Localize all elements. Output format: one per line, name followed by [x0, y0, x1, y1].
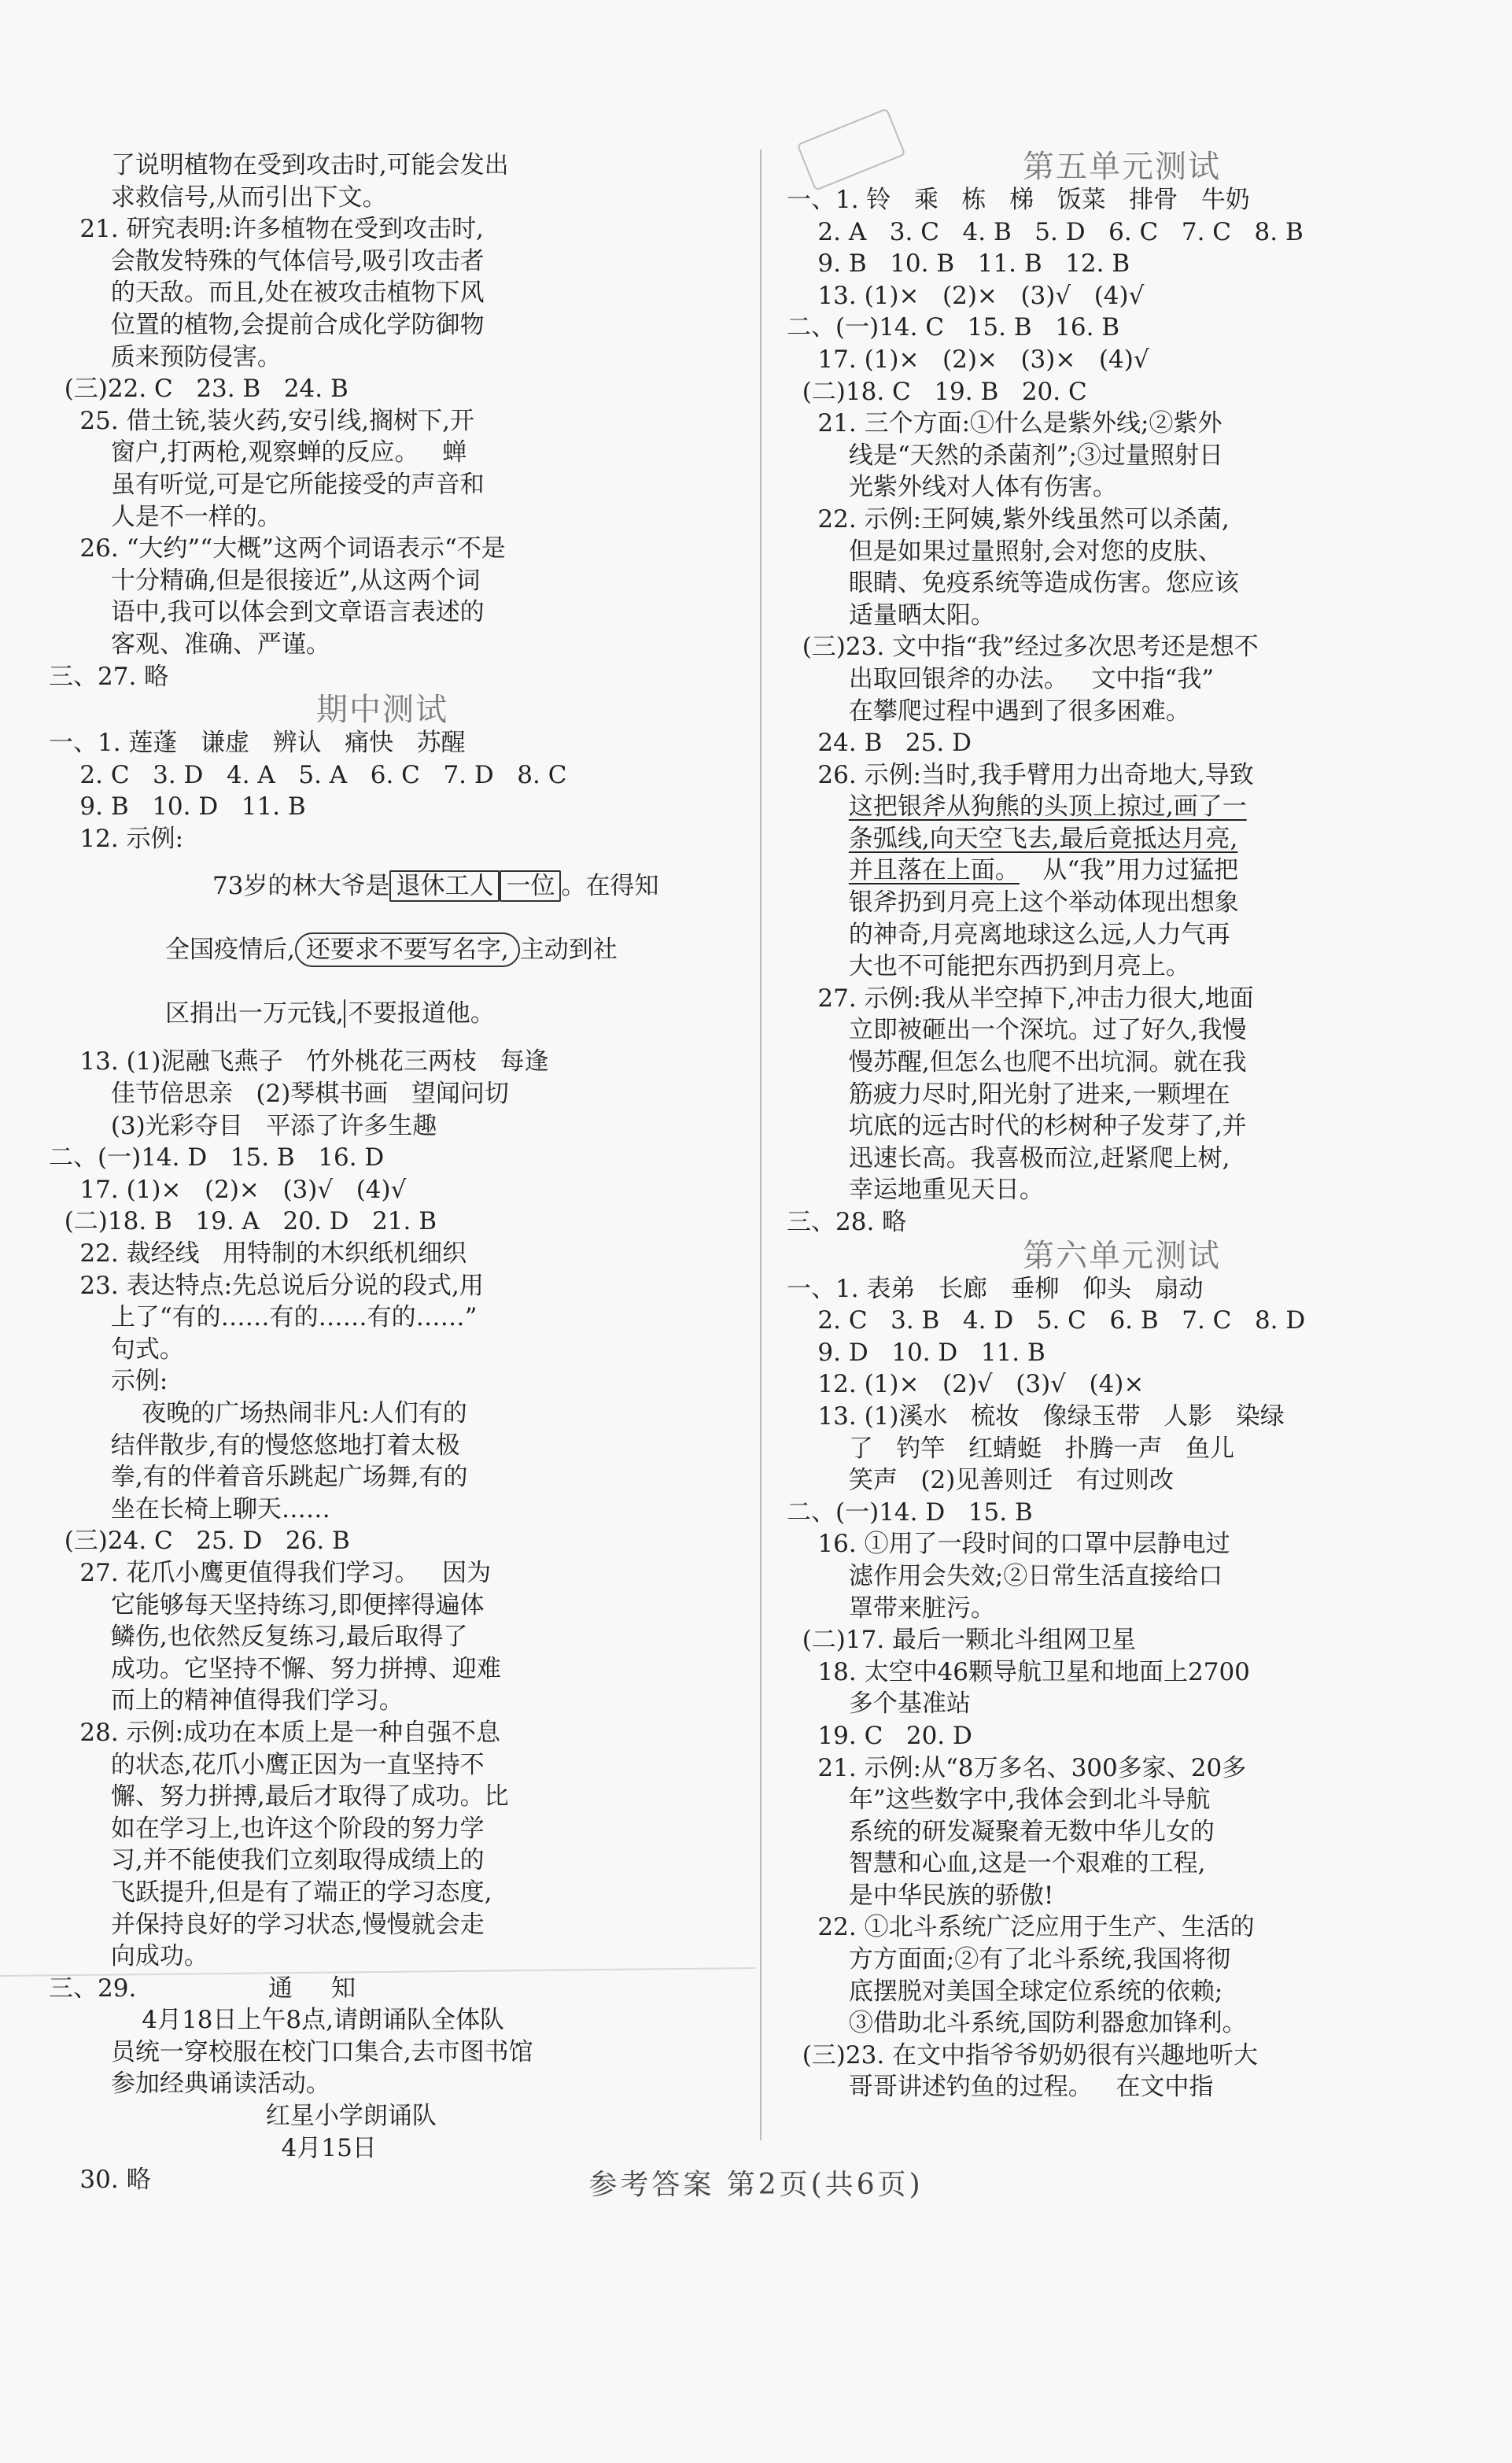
answer-line: 鳞伤,也依然反复练习,最后取得了 — [49, 1623, 468, 1652]
answer-line: 18. 太空中46颗导航卫星和地面上2700 — [787, 1657, 1250, 1686]
answer-line: 而上的精神值得我们学习。 — [49, 1686, 404, 1715]
unit5-title: 第五单元测试 — [1023, 149, 1221, 185]
q26-line-4: 并且落在上面。 从“我”用力过猛把 — [848, 856, 1239, 885]
answer-line: 21. 三个方面:①什么是紫外线;②紫外 — [787, 409, 1223, 438]
answer-line: 的天敌。而且,处在被攻击植物下风 — [49, 279, 485, 308]
answer-line: 坐在长椅上聊天…… — [49, 1494, 330, 1523]
answer-line: 13. (1)× (2)× (3)√ (4)√ — [787, 281, 1145, 310]
answer-line: 9. B 10. B 11. B 12. B — [787, 249, 1130, 279]
answer-line: 客观、准确、严谨。 — [49, 630, 330, 659]
answer-line: 27. 花爪小鹰更值得我们学习。 因为 — [49, 1558, 492, 1587]
answer-line: 成功。它坚持不懈、努力拼搏、迎难 — [49, 1654, 501, 1683]
answer-line: 人是不一样的。 — [49, 502, 282, 531]
answer-line: 笑声 (2)见善则迁 有过则改 — [787, 1466, 1174, 1495]
answer-line: 如在学习上,也许这个阶段的努力学 — [49, 1814, 485, 1843]
unit6-answers — [787, 1273, 1471, 2103]
answer-line: 向成功。 — [49, 1942, 208, 1971]
answer-line: (三)24. C 25. D 26. B — [49, 1527, 350, 1556]
answer-line: 窗户,打两枪,观察蝉的反应。 蝉 — [49, 438, 467, 467]
answer-line: 在攀爬过程中遇到了很多困难。 — [787, 696, 1190, 726]
answer-line: 9. D 10. D 11. B — [787, 1338, 1045, 1367]
answer-line: 21. 研究表明:许多植物在受到攻击时, — [49, 215, 484, 244]
answer-line: 员统一穿校服在校门口集合,去市图书馆 — [49, 2037, 533, 2066]
answer-line: 了 钓竿 红蜻蜓 扑腾一声 鱼儿 — [787, 1434, 1235, 1463]
q26-line-2: 这把银斧从狗熊的头顶上掠过,画了一 — [848, 792, 1247, 822]
answer-line: 2. C 3. B 4. D 5. C 6. B 7. C 8. D — [787, 1306, 1306, 1335]
answer-line: 系统的研发凝聚着无数中华儿女的 — [787, 1817, 1215, 1846]
answer-line: 参加经典诵读活动。 — [49, 2070, 330, 2099]
answer-line: 拳,有的伴着音乐跳起广场舞,有的 — [49, 1463, 468, 1492]
answer-line: 一、1. 铃 乘 栋 梯 饭菜 排骨 牛奶 — [787, 186, 1250, 214]
answer-line: 句式。 — [49, 1335, 184, 1364]
answer-line: 12. (1)× (2)√ (3)√ (4)× — [787, 1370, 1145, 1399]
answer-line: 方方面面;②有了北斗系统,我国将彻 — [787, 1945, 1231, 1974]
answer-line: 三、28. 略 — [787, 1208, 907, 1236]
answer-line: 多个基准站 — [787, 1689, 971, 1719]
answer-line: 三、27. 略 — [49, 662, 169, 691]
answer-line: (三)23. 文中指“我”经过多次思考还是想不 — [787, 633, 1259, 662]
answer-line: 哥哥讲述钓鱼的过程。 在文中指 — [787, 2073, 1214, 2102]
column-divider — [760, 150, 762, 2140]
answer-line: (二)17. 最后一颗北斗组网卫星 — [787, 1626, 1137, 1655]
answer-line: 24. B 25. D — [787, 729, 972, 758]
answer-line: (三)23. 在文中指爷爷奶奶很有兴趣地听大 — [787, 2040, 1259, 2070]
answer-line: 底摆脱对美国全球定位系统的依赖; — [787, 1977, 1223, 2006]
answer-line: 质来预防侵害。 — [49, 342, 282, 371]
answer-line: 26. “大约”“大概”这两个词语表示“不是 — [49, 534, 506, 563]
answer-line: 23. 表达特点:先总说后分说的段式,用 — [49, 1271, 484, 1300]
answer-line: 30. 略 — [49, 2166, 151, 2195]
unit5-answers — [787, 184, 1471, 759]
answer-line: 4月15日 — [49, 2133, 377, 2162]
answer-line: 22. 示例:王阿姨,紫外线虽然可以杀菌, — [787, 504, 1230, 534]
answer-line: 大也不可能把东西扔到月亮上。 — [787, 952, 1190, 981]
answer-line: 结伴散步,有的慢悠悠地打着太极 — [49, 1431, 460, 1460]
unit6-title: 第六单元测试 — [1023, 1237, 1221, 1274]
midterm-title: 期中测试 — [316, 692, 448, 729]
example-line-3: 区捐出一万元钱, 不要报道他。 — [165, 999, 495, 1028]
answer-line: 出取回银斧的办法。 文中指“我” — [787, 664, 1215, 693]
answer-line: 罩带来脏污。 — [787, 1593, 995, 1623]
answer-line: 三、29. 通 知 — [49, 1974, 356, 2003]
answer-line: 17. (1)× (2)× (3)√ (4)√ — [49, 1175, 407, 1204]
right-column — [787, 150, 1471, 2103]
midterm-part-b — [49, 1046, 730, 2195]
answer-line: 示例: — [49, 1367, 168, 1396]
answer-line: 线是“天然的杀菌剂”;③过量照射日 — [787, 441, 1223, 470]
answer-line: 银斧扔到月亮上这个举动体现出想象 — [787, 888, 1239, 918]
example-line-1: 73岁的林大爷是 退休工人 一位 。在得知 — [212, 872, 659, 901]
page-footer: 参考答案 第2页(共6页) — [588, 2169, 924, 2201]
answer-line: 25. 借土铳,装火药,安引线,搁树下,开 — [49, 406, 474, 435]
answer-line: 13. (1)溪水 梳妆 像绿玉带 人影 染绿 — [787, 1401, 1285, 1431]
answer-line: 红星小学朗诵队 — [49, 2102, 437, 2131]
answer-line: 4月18日上午8点,请朗诵队全体队 — [49, 2006, 504, 2035]
answer-line: 它能够每天坚持练习,即便摔得遍体 — [49, 1590, 485, 1619]
q26-line-1: 26. 示例:当时,我手臂用力出奇地大,导致 — [787, 760, 1254, 789]
answer-line: 9. B 10. D 11. B — [49, 792, 306, 822]
answer-line: 27. 示例:我从半空掉下,冲击力很大,地面 — [787, 984, 1254, 1013]
answer-line: 滤作用会失效;②日常生活直接给口 — [787, 1561, 1223, 1590]
unit5-answers-continued — [787, 887, 1471, 1239]
answer-line: 并保持良好的学习状态,慢慢就会走 — [49, 1910, 485, 1939]
midterm-part-a — [49, 727, 730, 855]
answer-line: 适量晒太阳。 — [787, 600, 995, 630]
answer-line: 迅速长高。我喜极而泣,赶紧爬上树, — [787, 1143, 1230, 1172]
example-line-2: 全国疫情后, 还要求不要写名字, 主动到社 — [165, 918, 730, 982]
answer-line: (3)光彩夺目 平添了许多生趣 — [49, 1111, 437, 1140]
answer-line: ③借助北斗系统,国防利器愈加锋利。 — [787, 2009, 1247, 2038]
answer-line: 17. (1)× (2)× (3)× (4)√ — [787, 345, 1149, 374]
answer-line: 虽有听觉,可是它所能接受的声音和 — [49, 470, 485, 499]
answer-line: 但是如果过量照射,会对您的皮肤、 — [787, 537, 1223, 566]
answer-line: 夜晚的广场热闹非凡:人们有的 — [49, 1399, 467, 1427]
answer-line: 二、(一)14. D 15. B 16. D — [49, 1143, 385, 1172]
answer-line: 懈、努力拼搏,最后才取得了成功。比 — [49, 1782, 509, 1811]
answer-line: 12. 示例: — [49, 824, 184, 853]
answer-line: 21. 示例:从“8万多名、300多家、20多 — [787, 1753, 1247, 1782]
answer-line: 十分精确,但是很接近”,从这两个词 — [49, 566, 481, 595]
answer-line: 13. (1)泥融飞燕子 竹外桃花三两枝 每逢 — [49, 1047, 549, 1076]
answer-line: 慢苏醒,但怎么也爬不出坑洞。就在我 — [787, 1048, 1247, 1077]
answer-line: (二)18. B 19. A 20. D 21. B — [49, 1207, 437, 1236]
q26-line-3: 条弧线,向天空飞去,最后竟抵达月亮, — [848, 824, 1238, 853]
answer-line: 一、1. 表弟 长廊 垂柳 仰头 扇动 — [787, 1274, 1204, 1303]
answer-line: 坑底的远古时代的杉树种子发芽了,并 — [787, 1112, 1247, 1141]
answer-line: 上了“有的……有的……有的……” — [49, 1303, 478, 1332]
answer-line: 语中,我可以体会到文章语言表述的 — [49, 598, 485, 627]
answer-line: 位置的植物,会提前合成化学防御物 — [49, 310, 485, 339]
answer-line: 22. ①北斗系统广泛应用于生产、生活的 — [787, 1913, 1255, 1942]
answer-line: 立即被砸出一个深坑。过了好久,我慢 — [787, 1016, 1247, 1045]
left-column — [49, 150, 730, 2196]
answer-line: 二、(一)14. D 15. B — [787, 1497, 1033, 1527]
answer-line: 飞跃提升,但是有了端正的学习态度, — [49, 1878, 492, 1907]
answer-line: 28. 示例:成功在本质上是一种自强不息 — [49, 1718, 501, 1747]
answer-line: 22. 裁经线 用特制的木织纸机细织 — [49, 1239, 467, 1268]
answer-line: 光紫外线对人体有伤害。 — [787, 473, 1117, 502]
answer-line: 年”这些数字中,我体会到北斗导航 — [787, 1785, 1211, 1815]
answer-line: 19. C 20. D — [787, 1721, 972, 1750]
answer-line: 一、1. 莲蓬 谦虚 辨认 痛快 苏醒 — [49, 729, 466, 758]
answer-line: 幸运地重见天日。 — [787, 1176, 1044, 1205]
answer-line: 智慧和心血,这是一个艰难的工程, — [787, 1849, 1206, 1878]
answer-line: 2. C 3. D 4. A 5. A 6. C 7. D 8. C — [49, 760, 567, 789]
answer-line: (二)18. C 19. B 20. C — [787, 377, 1087, 406]
answer-line: 会散发特殊的气体信号,吸引攻击者 — [49, 246, 485, 275]
answer-line: 习,并不能使我们立刻取得成绩上的 — [49, 1846, 485, 1875]
answer-line: 求救信号,从而引出下文。 — [49, 183, 387, 212]
answer-line: 佳节倍思亲 (2)琴棋书画 望闻问切 — [49, 1080, 509, 1109]
answer-line: 的状态,花爪小鹰正因为一直坚持不 — [49, 1750, 485, 1779]
answer-line: 了说明植物在受到攻击时,可能会发出 — [49, 151, 509, 179]
answer-line: 眼睛、免疫系统等造成伤害。您应该 — [787, 569, 1239, 598]
answer-line: 2. A 3. C 4. B 5. D 6. C 7. C 8. B — [787, 217, 1304, 246]
answer-line: 的神奇,月亮离地球这么远,人力气再 — [787, 920, 1230, 949]
answer-line: 16. ①用了一段时间的口罩中层静电过 — [787, 1530, 1230, 1559]
handwritten-example — [49, 855, 730, 1046]
answer-line: 二、(一)14. C 15. B 16. B — [787, 313, 1120, 342]
answer-line: (三)22. C 23. B 24. B — [49, 375, 348, 404]
left-intro-block — [49, 150, 730, 692]
answer-line: 是中华民族的骄傲! — [787, 1881, 1054, 1910]
answer-line: 筋疲力尽时,阳光射了进来,一颗埋在 — [787, 1080, 1230, 1109]
